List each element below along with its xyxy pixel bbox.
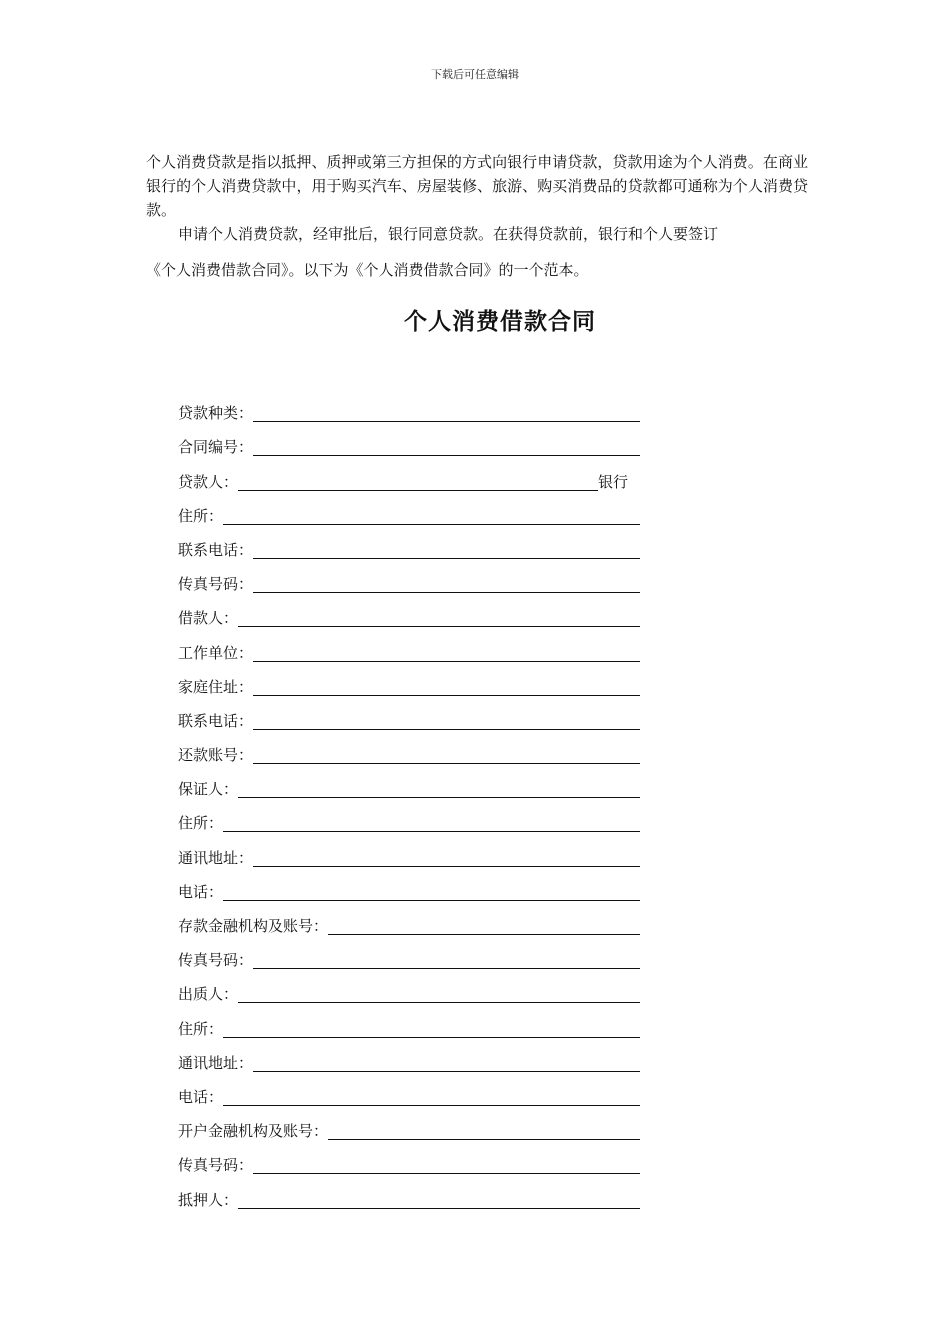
field-blank-line[interactable] [328, 916, 640, 935]
field-label: 通讯地址： [178, 848, 254, 867]
field-blank-line[interactable] [253, 643, 640, 662]
field-blank-line[interactable] [253, 848, 640, 867]
field-label: 电话： [178, 882, 224, 901]
contract-field-row [178, 802, 640, 836]
field-suffix: 银行 [598, 472, 629, 491]
contract-field-row [178, 666, 640, 700]
contract-field-row [178, 1110, 640, 1144]
intro-paragraph-application: 申请个人消费贷款，经审批后，银行同意贷款。在获得贷款前，银行和个人要签订 [178, 225, 719, 243]
contract-field-row [178, 768, 640, 802]
field-blank-line[interactable] [253, 1155, 640, 1174]
field-blank-line[interactable] [253, 437, 640, 456]
field-label: 出质人： [178, 985, 239, 1004]
intro-section [146, 150, 808, 282]
field-blank-line[interactable] [253, 540, 640, 559]
field-label: 贷款种类： [178, 404, 254, 423]
field-blank-line[interactable] [253, 574, 640, 593]
contract-field-row [178, 460, 640, 494]
contract-field-row [178, 1144, 640, 1178]
contract-fields-list [178, 392, 640, 1213]
field-label: 工作单位： [178, 643, 254, 662]
field-blank-line[interactable] [238, 984, 640, 1003]
field-label: 抵押人： [178, 1190, 239, 1209]
page-header-note: 下载后可任意编辑 [431, 68, 519, 81]
field-label: 还款账号： [178, 746, 254, 765]
contract-field-row [178, 1178, 640, 1212]
contract-field-row [178, 905, 640, 939]
contract-field-row [178, 1042, 640, 1076]
field-label: 联系电话： [178, 711, 254, 730]
field-blank-line[interactable] [253, 745, 640, 764]
field-label: 合同编号： [178, 438, 254, 457]
field-blank-line[interactable] [238, 1190, 640, 1209]
field-blank-line[interactable] [253, 677, 640, 696]
field-label: 贷款人： [178, 472, 239, 491]
field-label: 存款金融机构及账号： [178, 917, 329, 935]
field-blank-line[interactable] [223, 882, 640, 901]
field-blank-line[interactable] [223, 813, 640, 832]
contract-field-row [178, 392, 640, 426]
contract-field-row [178, 836, 640, 870]
contract-field-row [178, 871, 640, 905]
field-label: 通讯地址： [178, 1053, 254, 1072]
contract-field-row [178, 973, 640, 1007]
contract-field-row [178, 1076, 640, 1110]
field-blank-line[interactable] [253, 403, 640, 422]
field-blank-line[interactable] [238, 779, 640, 798]
field-label: 住所： [178, 506, 224, 525]
contract-field-row [178, 529, 640, 563]
contract-field-row [178, 700, 640, 734]
field-label: 电话： [178, 1087, 224, 1106]
intro-paragraph-template-note: 《个人消费借款合同》。以下为《个人消费借款合同》的一个范本。 [146, 261, 589, 279]
field-label: 传真号码： [178, 575, 254, 594]
field-label: 开户金融机构及账号： [178, 1122, 329, 1141]
field-label: 传真号码： [178, 1156, 254, 1175]
field-label: 住所： [178, 814, 224, 833]
field-blank-line[interactable] [238, 472, 598, 491]
field-label: 联系电话： [178, 540, 254, 559]
intro-paragraph-definition: 个人消费贷款是指以抵押、质押或第三方担保的方式向银行申请贷款，贷款用途为个人消费。在商业银行的个人消费贷款中，用于购买汽车、房屋装修、旅游、购买消费品的贷款都可通称为个人消费贷款。 [146, 153, 808, 219]
field-label: 住所： [178, 1019, 224, 1038]
field-blank-line[interactable] [238, 608, 640, 627]
document-title: 个人消费借款合同 [404, 309, 596, 335]
field-label: 传真号码： [178, 951, 254, 970]
field-label: 家庭住址： [178, 677, 254, 696]
field-blank-line[interactable] [223, 1019, 640, 1038]
field-blank-line[interactable] [328, 1121, 640, 1140]
field-blank-line[interactable] [223, 1087, 640, 1106]
contract-field-row [178, 1007, 640, 1041]
field-blank-line[interactable] [253, 1053, 640, 1072]
contract-field-row [178, 426, 640, 460]
field-blank-line[interactable] [253, 711, 640, 730]
field-label: 借款人： [178, 609, 239, 628]
field-label: 保证人： [178, 780, 239, 799]
field-blank-line[interactable] [253, 950, 640, 969]
contract-field-row [178, 631, 640, 665]
field-blank-line[interactable] [223, 506, 640, 525]
contract-field-row [178, 495, 640, 529]
contract-field-row [178, 939, 640, 973]
contract-field-row [178, 734, 640, 768]
contract-field-row [178, 563, 640, 597]
contract-field-row [178, 597, 640, 631]
